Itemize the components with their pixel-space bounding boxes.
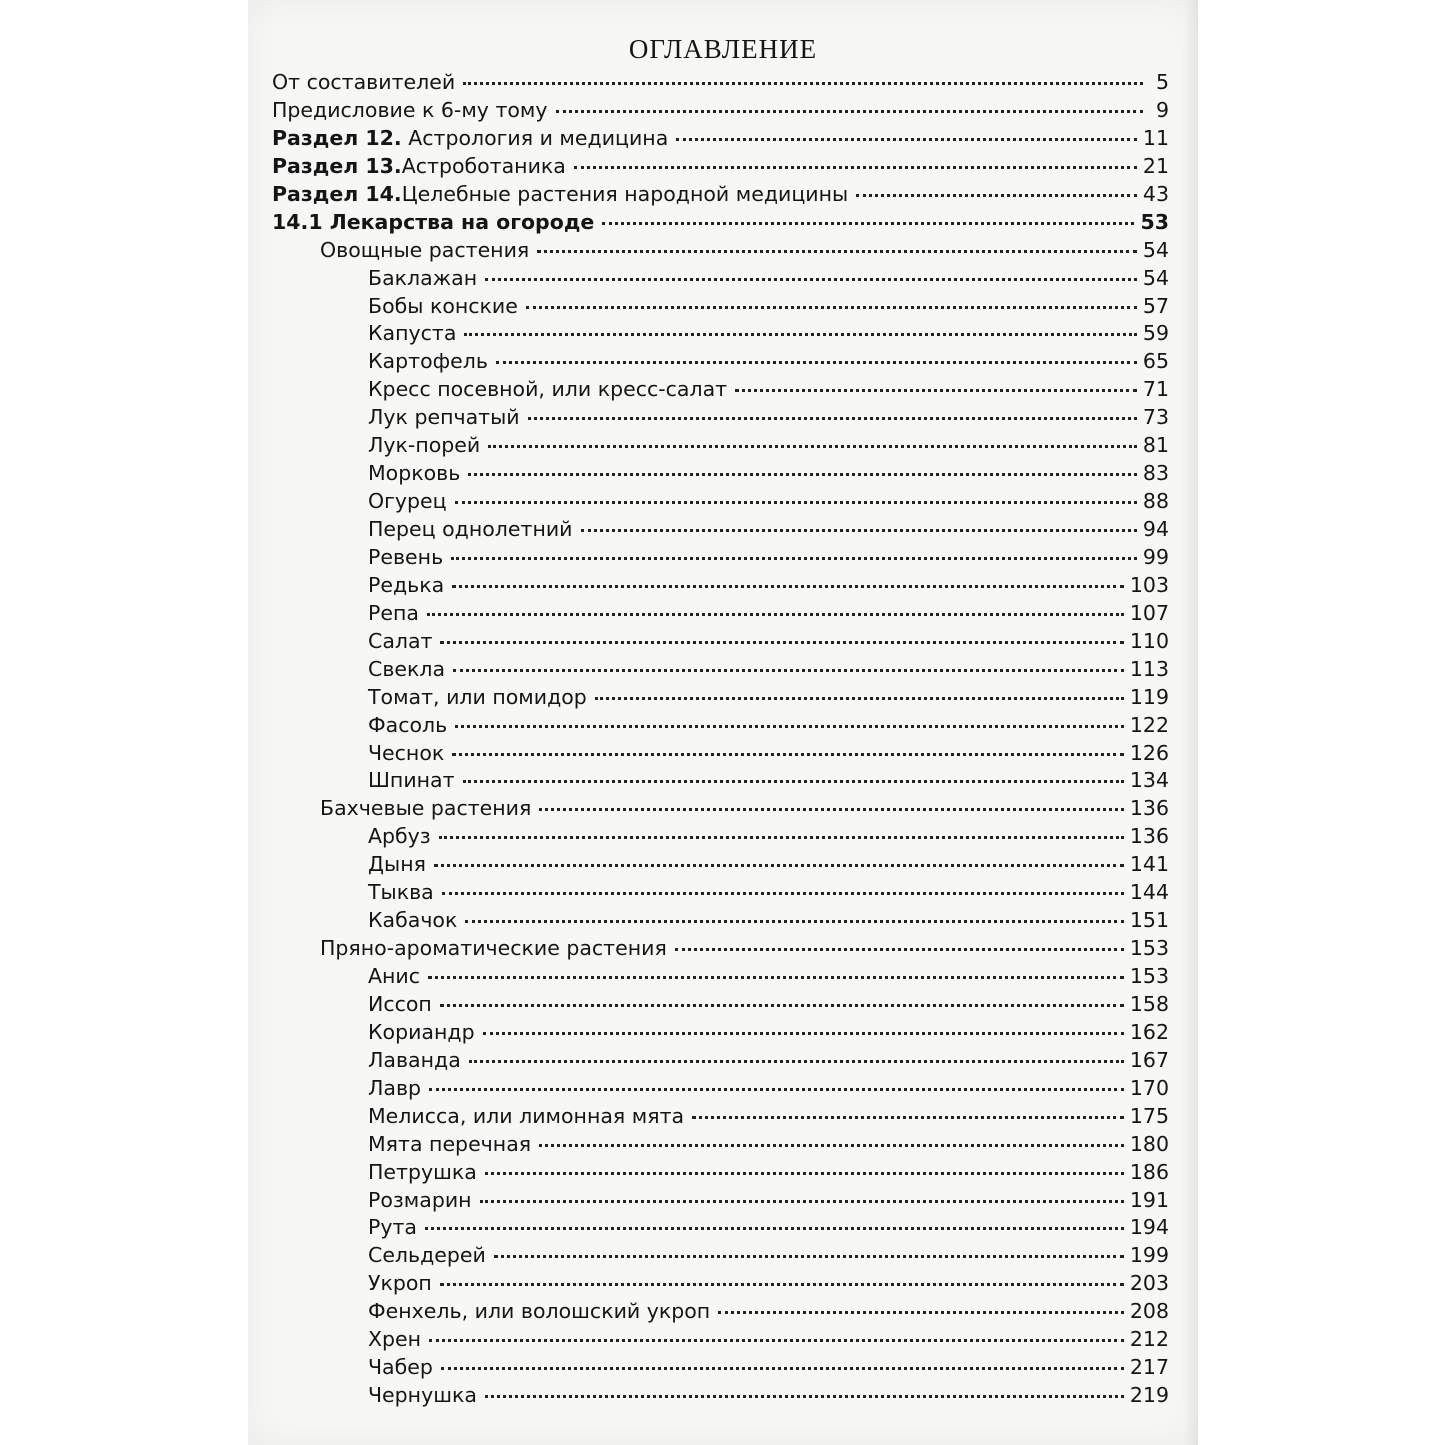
dot-leader xyxy=(452,752,1124,756)
dot-leader xyxy=(539,1143,1124,1147)
toc-entry xyxy=(272,741,1169,769)
toc-page-number: 191 xyxy=(1129,1187,1169,1212)
toc-section-prefix: Раздел 13. xyxy=(272,153,402,178)
toc-page-number: 167 xyxy=(1129,1047,1169,1072)
toc-page-number: 59 xyxy=(1142,321,1169,346)
toc-entry-label xyxy=(368,1215,417,1239)
toc-entry xyxy=(272,1243,1169,1271)
dot-leader xyxy=(465,919,1124,923)
toc-entry-text: Репа xyxy=(368,600,419,625)
toc-entry-label xyxy=(368,1327,421,1351)
table-of-contents xyxy=(272,70,1169,1411)
toc-page-number: 141 xyxy=(1129,852,1169,877)
toc-entry-text: 14.1 Лекарства на огороде xyxy=(272,209,595,234)
toc-entry xyxy=(272,294,1169,322)
dot-leader xyxy=(581,528,1137,532)
toc-entry xyxy=(272,210,1169,238)
toc-page-number: 134 xyxy=(1129,768,1169,793)
toc-entry-label xyxy=(368,545,443,569)
toc-entry xyxy=(272,936,1169,964)
toc-entry-text: Сельдерей xyxy=(368,1243,486,1268)
toc-entry-text: Лук-порей xyxy=(368,433,481,458)
toc-entry-text: Картофель xyxy=(368,349,488,374)
dot-leader xyxy=(676,137,1137,141)
toc-entry xyxy=(272,796,1169,824)
dot-leader xyxy=(602,221,1134,225)
toc-page-number: 43 xyxy=(1142,181,1169,206)
toc-entry-text: Шпинат xyxy=(368,768,455,793)
toc-page-number: 212 xyxy=(1129,1327,1169,1352)
toc-entry-text: Фасоль xyxy=(368,712,448,737)
toc-entry-label xyxy=(368,1188,472,1212)
toc-entry xyxy=(272,1048,1169,1076)
toc-entry xyxy=(272,1104,1169,1132)
toc-entry-label xyxy=(272,182,848,206)
toc-entry-text: Мята перечная xyxy=(368,1131,532,1156)
toc-page-number: 219 xyxy=(1129,1383,1169,1408)
toc-entry-text: Розмарин xyxy=(368,1187,472,1212)
dot-leader xyxy=(440,640,1123,644)
toc-entry-text: Пряно-ароматические растения xyxy=(320,936,667,961)
toc-entry-label xyxy=(368,601,419,625)
toc-entry-label xyxy=(368,1355,433,1379)
toc-entry-text: Рута xyxy=(368,1215,417,1240)
dot-leader xyxy=(526,305,1137,309)
toc-entry xyxy=(272,601,1169,629)
dot-leader xyxy=(440,1282,1124,1286)
toc-entry xyxy=(272,461,1169,489)
toc-page-number: 151 xyxy=(1129,908,1169,933)
toc-entry-text: Бахчевые растения xyxy=(320,796,532,821)
toc-page-number: 54 xyxy=(1142,237,1169,262)
toc-entry xyxy=(272,1160,1169,1188)
toc-page-number: 122 xyxy=(1129,712,1169,737)
dot-leader xyxy=(556,109,1143,113)
toc-entry xyxy=(272,1188,1169,1216)
dot-leader xyxy=(675,947,1124,951)
toc-entry-label xyxy=(368,517,573,541)
dot-leader xyxy=(692,1115,1124,1119)
toc-page-number: 94 xyxy=(1142,517,1169,541)
page-title: ОГЛАВЛЕНИЕ xyxy=(628,34,818,64)
dot-leader xyxy=(574,165,1137,169)
dot-leader xyxy=(439,835,1124,839)
toc-entry-text: Астроботаника xyxy=(401,153,566,178)
toc-entry xyxy=(272,908,1169,936)
toc-page-number: 99 xyxy=(1142,544,1169,569)
dot-leader xyxy=(464,332,1136,336)
toc-entry-label xyxy=(368,713,447,737)
dot-leader xyxy=(453,668,1124,672)
toc-entry-text: Целебные растения народной медицины xyxy=(401,181,849,206)
toc-entry xyxy=(272,1132,1169,1160)
toc-page-number: 126 xyxy=(1129,740,1169,765)
toc-entry xyxy=(272,629,1169,657)
dot-leader xyxy=(455,724,1124,728)
toc-entry-text: Хрен xyxy=(368,1327,422,1352)
toc-entry-label xyxy=(368,824,431,848)
toc-entry-label xyxy=(368,573,444,597)
dot-leader xyxy=(485,1394,1124,1398)
toc-entry-label xyxy=(368,908,457,932)
dot-leader xyxy=(452,584,1124,588)
book-page xyxy=(248,0,1198,1445)
toc-entry-text: Тыква xyxy=(368,880,434,905)
toc-entry-label xyxy=(368,629,432,653)
toc-entry-text: Томат, или помидор xyxy=(368,684,587,709)
toc-entry-label xyxy=(320,238,529,262)
toc-entry-text: Капуста xyxy=(368,321,457,346)
toc-section-prefix: Раздел 12. xyxy=(272,125,402,150)
toc-page-number: 5 xyxy=(1155,70,1169,94)
dot-leader xyxy=(427,612,1124,616)
toc-page-number: 144 xyxy=(1129,880,1169,905)
toc-entry-label xyxy=(368,1243,486,1267)
toc-page-number: 158 xyxy=(1129,991,1169,1016)
toc-entry-text: Укроп xyxy=(368,1271,432,1296)
toc-entry-text: Салат xyxy=(368,628,433,653)
toc-entry xyxy=(272,349,1169,377)
dot-leader xyxy=(537,249,1137,253)
toc-entry-label xyxy=(368,489,447,513)
toc-entry-text: Кабачок xyxy=(368,908,458,933)
toc-entry-text: Огурец xyxy=(368,489,447,514)
toc-page-number: 71 xyxy=(1142,377,1169,402)
toc-entry xyxy=(272,852,1169,880)
toc-entry xyxy=(272,1076,1169,1104)
toc-entry xyxy=(272,1271,1169,1299)
toc-entry xyxy=(272,964,1169,992)
toc-entry xyxy=(272,824,1169,852)
toc-entry-label xyxy=(368,461,460,485)
toc-entry-label xyxy=(368,266,477,290)
toc-entry-label xyxy=(368,992,432,1016)
toc-entry-label xyxy=(320,936,667,960)
toc-entry-text: Дыня xyxy=(368,852,426,877)
dot-leader xyxy=(463,779,1124,783)
toc-entry-label xyxy=(368,1104,684,1128)
toc-entry-label xyxy=(368,880,434,904)
dot-leader xyxy=(735,388,1137,392)
dot-leader xyxy=(494,1254,1124,1258)
toc-page-number: 73 xyxy=(1142,405,1169,430)
toc-entry-label xyxy=(272,70,455,94)
toc-entry xyxy=(272,266,1169,294)
toc-page-number: 107 xyxy=(1129,600,1169,625)
toc-entry-text: Петрушка xyxy=(368,1159,477,1184)
toc-page-number: 153 xyxy=(1129,964,1169,988)
toc-page-number: 153 xyxy=(1129,936,1169,961)
toc-entry xyxy=(272,489,1169,517)
toc-page-number: 21 xyxy=(1142,153,1169,178)
toc-entry-label xyxy=(368,657,445,681)
toc-entry-label xyxy=(368,1271,432,1295)
toc-entry-label xyxy=(368,741,444,765)
toc-page-number: 83 xyxy=(1142,461,1169,486)
toc-page-number: 199 xyxy=(1129,1243,1169,1268)
toc-entry-label xyxy=(368,1383,477,1407)
toc-entry-label xyxy=(368,405,520,429)
toc-page-number: 162 xyxy=(1129,1019,1169,1044)
toc-entry-text: Чернушка xyxy=(368,1383,477,1408)
toc-entry xyxy=(272,70,1169,98)
dot-leader xyxy=(429,1338,1124,1342)
dot-leader xyxy=(483,1031,1124,1035)
toc-entry-label xyxy=(368,1048,461,1072)
toc-entry xyxy=(272,238,1169,266)
toc-entry-label xyxy=(368,377,727,401)
toc-entry xyxy=(272,768,1169,796)
toc-page-number: 113 xyxy=(1129,656,1169,681)
toc-page-number: 175 xyxy=(1129,1103,1169,1128)
toc-entry xyxy=(272,377,1169,405)
toc-entry-label xyxy=(272,210,594,234)
toc-entry xyxy=(272,98,1169,126)
toc-entry-text: Лавр xyxy=(368,1075,422,1100)
toc-entry xyxy=(272,573,1169,601)
toc-entry-text: От составителей xyxy=(272,70,456,94)
toc-entry-text: Лук репчатый xyxy=(368,405,520,430)
toc-entry xyxy=(272,1020,1169,1048)
toc-entry xyxy=(272,517,1169,545)
toc-page-number: 57 xyxy=(1142,293,1169,318)
toc-entry xyxy=(272,1215,1169,1243)
toc-entry-label xyxy=(368,1299,710,1323)
toc-entry-label xyxy=(368,964,420,988)
toc-entry-label xyxy=(368,349,488,373)
toc-entry-text: Лаванда xyxy=(368,1047,461,1072)
toc-entry-text: Морковь xyxy=(368,461,461,486)
toc-page-number: 9 xyxy=(1155,97,1169,122)
toc-entry-label xyxy=(272,126,668,150)
toc-entry-label xyxy=(368,1160,477,1184)
toc-page-number: 136 xyxy=(1129,796,1169,821)
page-edge-shadow xyxy=(1184,0,1198,1445)
toc-entry-label xyxy=(368,852,426,876)
toc-entry-label xyxy=(368,685,587,709)
toc-entry xyxy=(272,880,1169,908)
toc-page-number: 11 xyxy=(1142,125,1169,150)
toc-entry-text: Ревень xyxy=(368,544,444,569)
toc-page-number: 208 xyxy=(1129,1299,1169,1324)
dot-leader xyxy=(451,556,1137,560)
dot-leader xyxy=(480,1199,1124,1203)
toc-page-number: 54 xyxy=(1142,265,1169,290)
toc-entry-text: Астрология и медицина xyxy=(401,125,669,150)
dot-leader xyxy=(485,1171,1124,1175)
toc-page-number: 53 xyxy=(1140,209,1169,234)
toc-entry-label xyxy=(368,768,455,792)
dot-leader xyxy=(539,807,1124,811)
dot-leader xyxy=(496,360,1137,364)
toc-entry-label xyxy=(272,98,548,122)
dot-leader xyxy=(455,500,1137,504)
toc-entry xyxy=(272,1383,1169,1411)
toc-entry-text: Перец однолетний xyxy=(368,517,573,541)
dot-leader xyxy=(468,472,1137,476)
dot-leader xyxy=(429,1087,1124,1091)
toc-entry-label xyxy=(368,1132,531,1156)
toc-entry-text: Чабер xyxy=(368,1355,433,1380)
toc-entry-text: Редька xyxy=(368,572,445,597)
dot-leader xyxy=(442,891,1124,895)
toc-entry xyxy=(272,182,1169,210)
toc-entry-label xyxy=(368,1020,475,1044)
dot-leader xyxy=(718,1310,1124,1314)
toc-entry xyxy=(272,433,1169,461)
toc-entry-text: Кресс посевной, или кресс-салат xyxy=(368,377,728,402)
dot-leader xyxy=(428,975,1124,979)
toc-entry-text: Арбуз xyxy=(368,824,431,849)
toc-entry-text: Баклажан xyxy=(368,265,478,290)
toc-entry xyxy=(272,321,1169,349)
toc-page-number: 180 xyxy=(1129,1131,1169,1156)
toc-entry-text: Овощные растения xyxy=(320,237,530,262)
dot-leader xyxy=(440,1003,1124,1007)
dot-leader xyxy=(434,863,1124,867)
toc-entry-text: Чеснок xyxy=(368,740,445,765)
dot-leader xyxy=(463,81,1143,85)
toc-entry-text: Свекла xyxy=(368,656,446,681)
toc-page-number: 136 xyxy=(1129,824,1169,849)
toc-entry-label xyxy=(272,154,566,178)
dot-leader xyxy=(528,416,1137,420)
toc-entry-label xyxy=(368,1076,421,1100)
toc-page-number: 170 xyxy=(1129,1075,1169,1100)
toc-page-number: 217 xyxy=(1129,1355,1169,1380)
toc-entry-text: Мелисса, или лимонная мята xyxy=(368,1103,685,1128)
dot-leader xyxy=(425,1226,1124,1230)
toc-entry xyxy=(272,992,1169,1020)
toc-page-number: 88 xyxy=(1142,489,1169,514)
toc-entry xyxy=(272,405,1169,433)
toc-entry-text: Кориандр xyxy=(368,1019,475,1044)
toc-entry xyxy=(272,657,1169,685)
dot-leader xyxy=(488,444,1137,448)
toc-entry xyxy=(272,545,1169,573)
toc-entry xyxy=(272,1299,1169,1327)
toc-page-number: 65 xyxy=(1142,349,1169,374)
toc-entry xyxy=(272,126,1169,154)
toc-entry-label xyxy=(320,796,531,820)
toc-entry-label xyxy=(368,321,456,345)
toc-entry-label xyxy=(368,294,518,318)
toc-section-prefix: Раздел 14. xyxy=(272,181,402,206)
toc-page-number: 194 xyxy=(1129,1215,1169,1240)
dot-leader xyxy=(469,1059,1124,1063)
toc-entry-text: Бобы конские xyxy=(368,293,518,318)
toc-page-number: 119 xyxy=(1129,684,1169,709)
toc-entry-label xyxy=(368,433,480,457)
toc-entry-text: Анис xyxy=(368,964,421,988)
toc-entry-text: Иссоп xyxy=(368,991,432,1016)
toc-entry-text: Фенхель, или волошский укроп xyxy=(368,1299,711,1324)
toc-entry xyxy=(272,713,1169,741)
toc-page-number: 203 xyxy=(1129,1271,1169,1296)
dot-leader xyxy=(485,277,1137,281)
toc-page-number: 110 xyxy=(1129,628,1169,653)
dot-leader xyxy=(595,696,1124,700)
toc-entry xyxy=(272,154,1169,182)
toc-entry xyxy=(272,1327,1169,1355)
toc-page-number: 186 xyxy=(1129,1159,1169,1184)
dot-leader xyxy=(441,1366,1124,1370)
toc-page-number: 103 xyxy=(1129,572,1169,597)
toc-page-number: 81 xyxy=(1142,433,1169,458)
toc-entry xyxy=(272,1355,1169,1383)
dot-leader xyxy=(856,193,1137,197)
toc-entry xyxy=(272,685,1169,713)
toc-entry-text: Предисловие к 6-му тому xyxy=(272,97,548,122)
